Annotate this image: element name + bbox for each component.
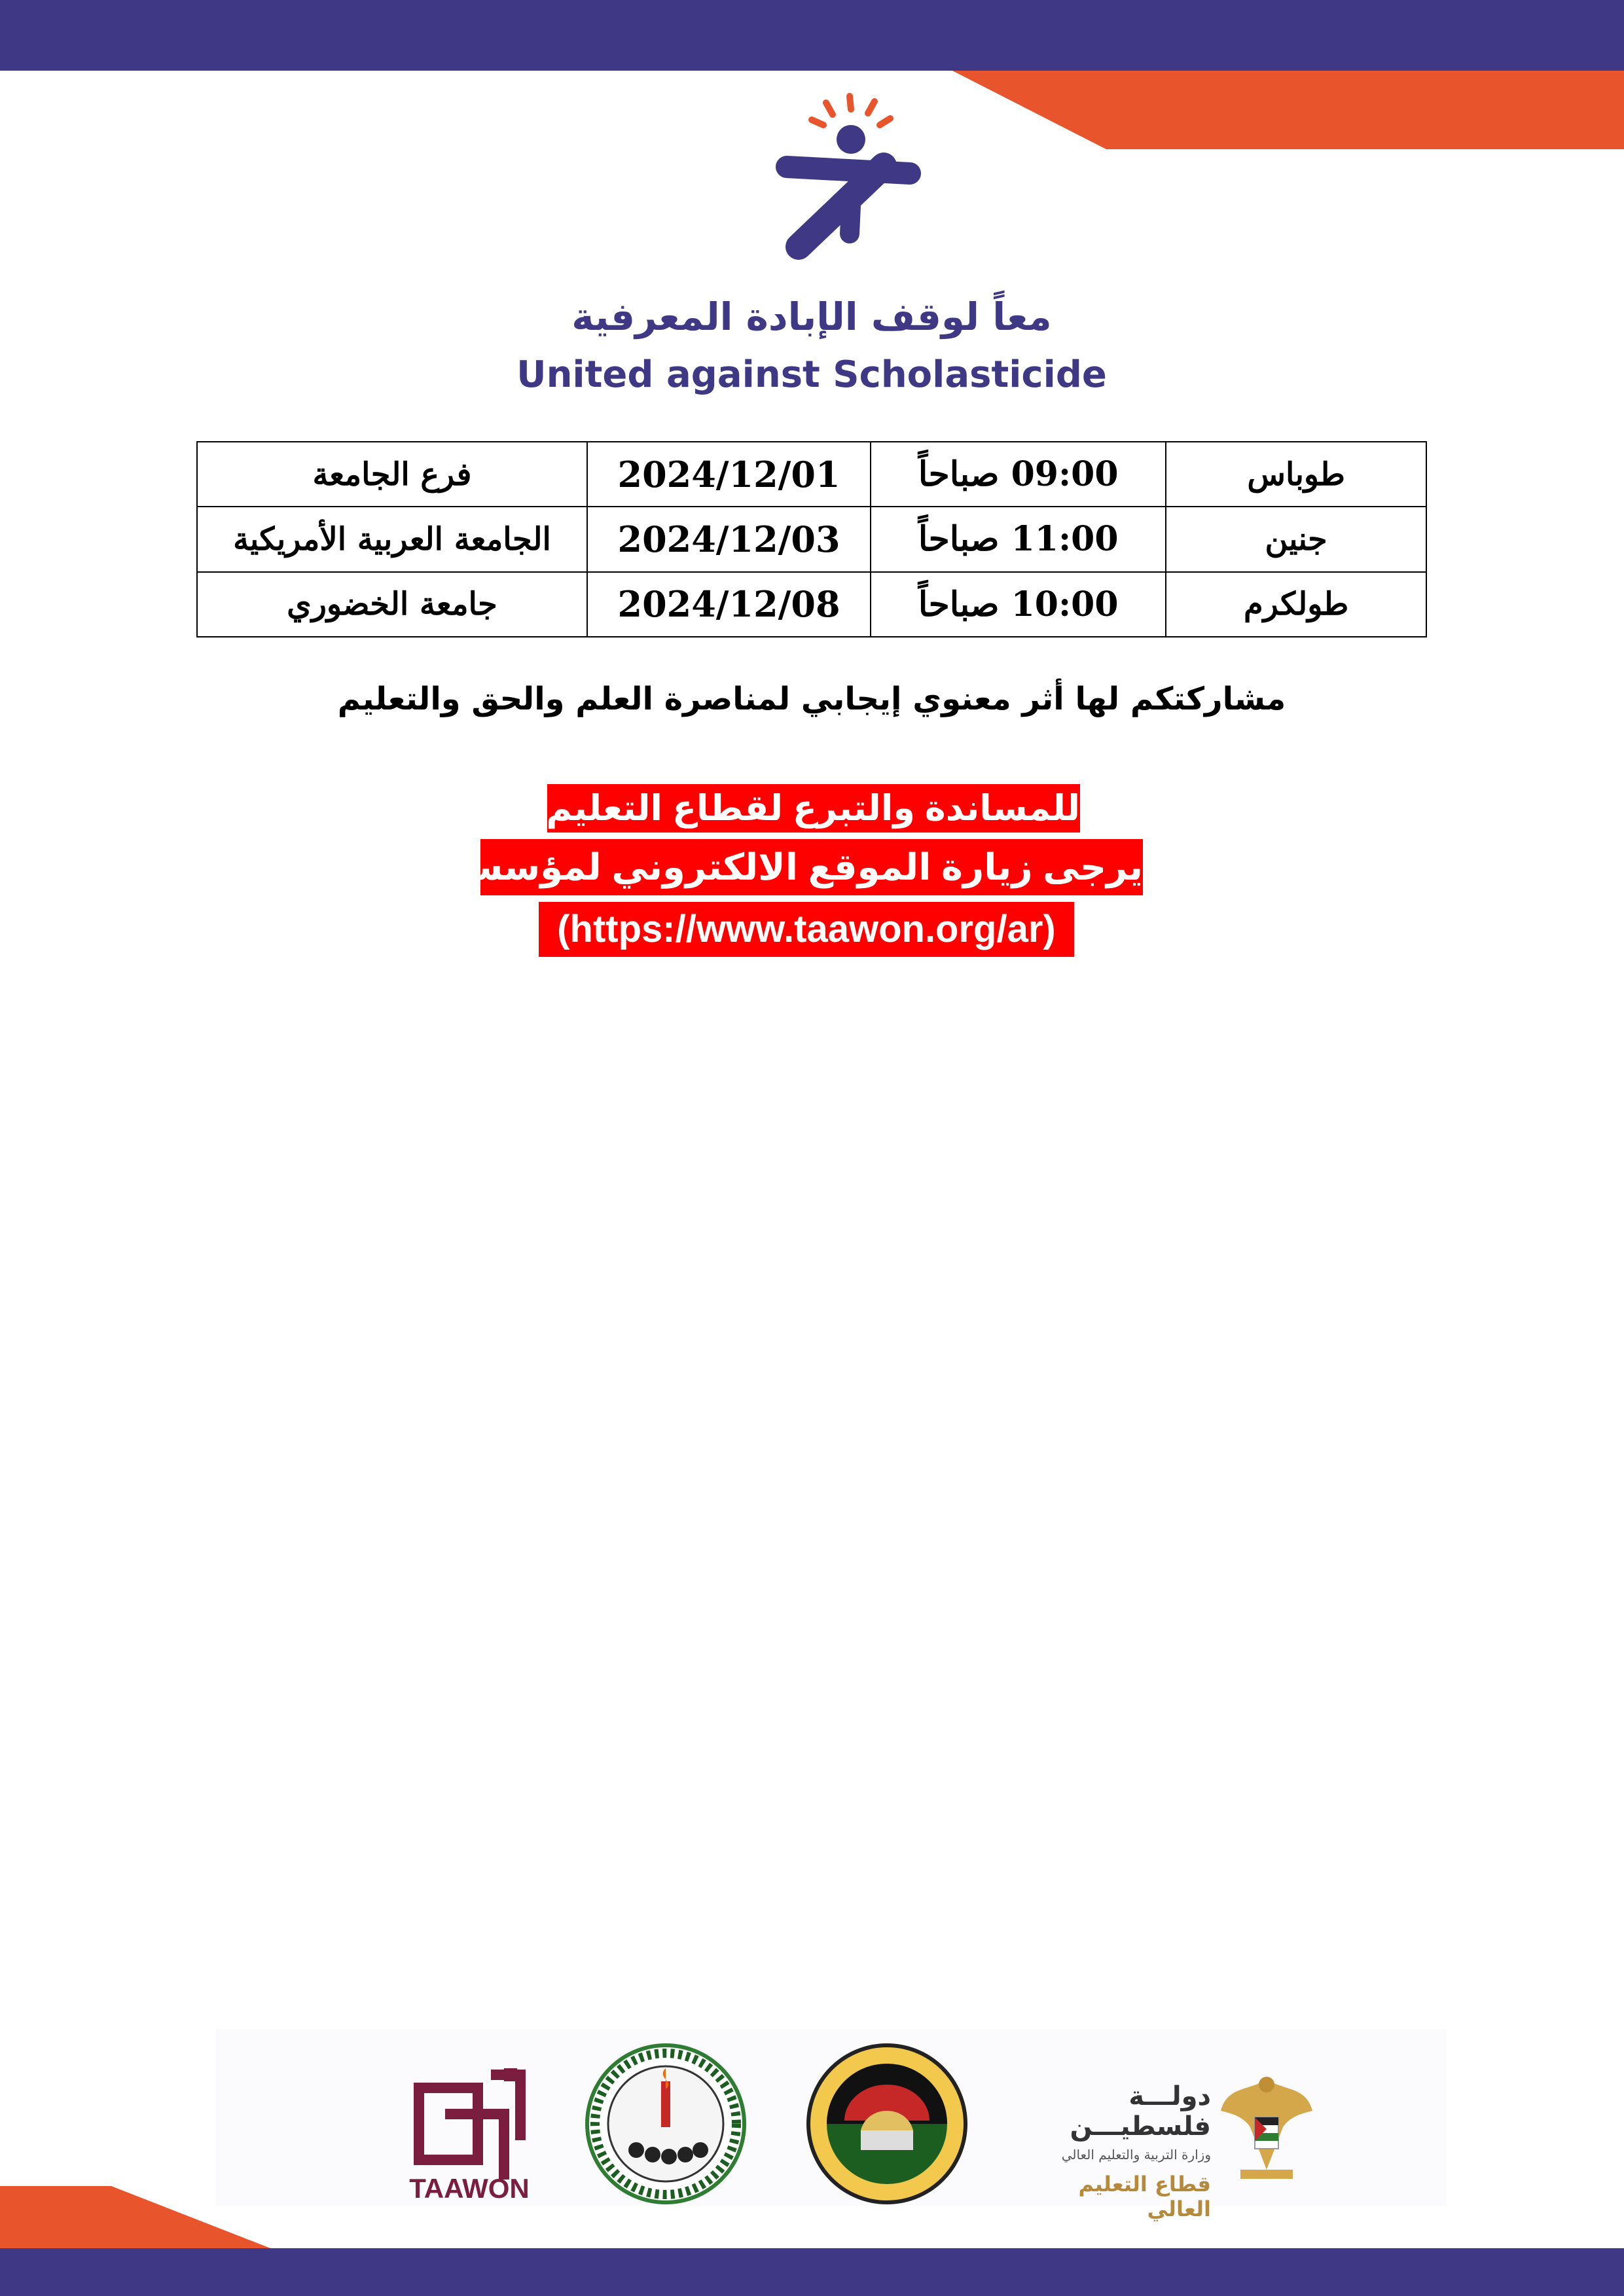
city-cell: طوباس [1166, 442, 1426, 507]
table-row [197, 442, 1426, 507]
city-cell: جنين [1166, 507, 1426, 571]
gov-state-label: دولـــة فلسطيـــن [1070, 2081, 1211, 2142]
donation-url-link[interactable]: (https://www.taawon.org/ar) [539, 902, 1074, 957]
youth-sports-council-seal-icon [584, 2042, 748, 2206]
location-cell: جامعة الخضوري [197, 572, 587, 637]
donation-line-1: للمساندة والتبرع لقطاع التعليم في غزة [547, 784, 1080, 833]
logo-english-title: United against Scholasticide [516, 353, 1107, 396]
gov-higher-education-text [1034, 2081, 1211, 2221]
al-quds-open-university-seal-icon [805, 2042, 969, 2206]
taawon-wordmark: TAAWON [409, 2173, 530, 2204]
participation-note: مشاركتكم لها أثر معنوي إيجابي لمناصرة العلم والحق والتعليم [337, 681, 1286, 717]
date-cell: 2024/12/08 [587, 572, 871, 637]
location-cell: فرع الجامعة [197, 442, 587, 507]
schedule-table [196, 441, 1427, 637]
date-cell: 2024/12/03 [587, 507, 871, 571]
date-cell: 2024/12/01 [587, 442, 871, 507]
location-cell: الجامعة العربية الأمريكية [197, 507, 587, 571]
donation-line-2: يرجى زيارة الموقع الالكتروني لمؤسسة التعاون [480, 839, 1143, 895]
logo-arabic-title: معاً لوقف الإبادة المعرفية [571, 295, 1052, 339]
palestine-eagle-emblem-icon [1214, 2065, 1319, 2189]
gov-ministry-label: وزارة التربية والتعليم العالي [1061, 2147, 1211, 2162]
time-cell: 11:00 صباحاً [871, 507, 1166, 571]
bottom-band [0, 2248, 1624, 2296]
table-row [197, 572, 1426, 637]
time-cell: 09:00 صباحاً [871, 442, 1166, 507]
time-cell: 10:00 صباحاً [871, 572, 1166, 637]
runner-logo-icon [753, 88, 949, 265]
gov-sector-label: قطاع التعليم العالي [1078, 2172, 1211, 2221]
top-band [0, 0, 1624, 71]
table-row [197, 507, 1426, 571]
city-cell: طولكرم [1166, 572, 1426, 637]
